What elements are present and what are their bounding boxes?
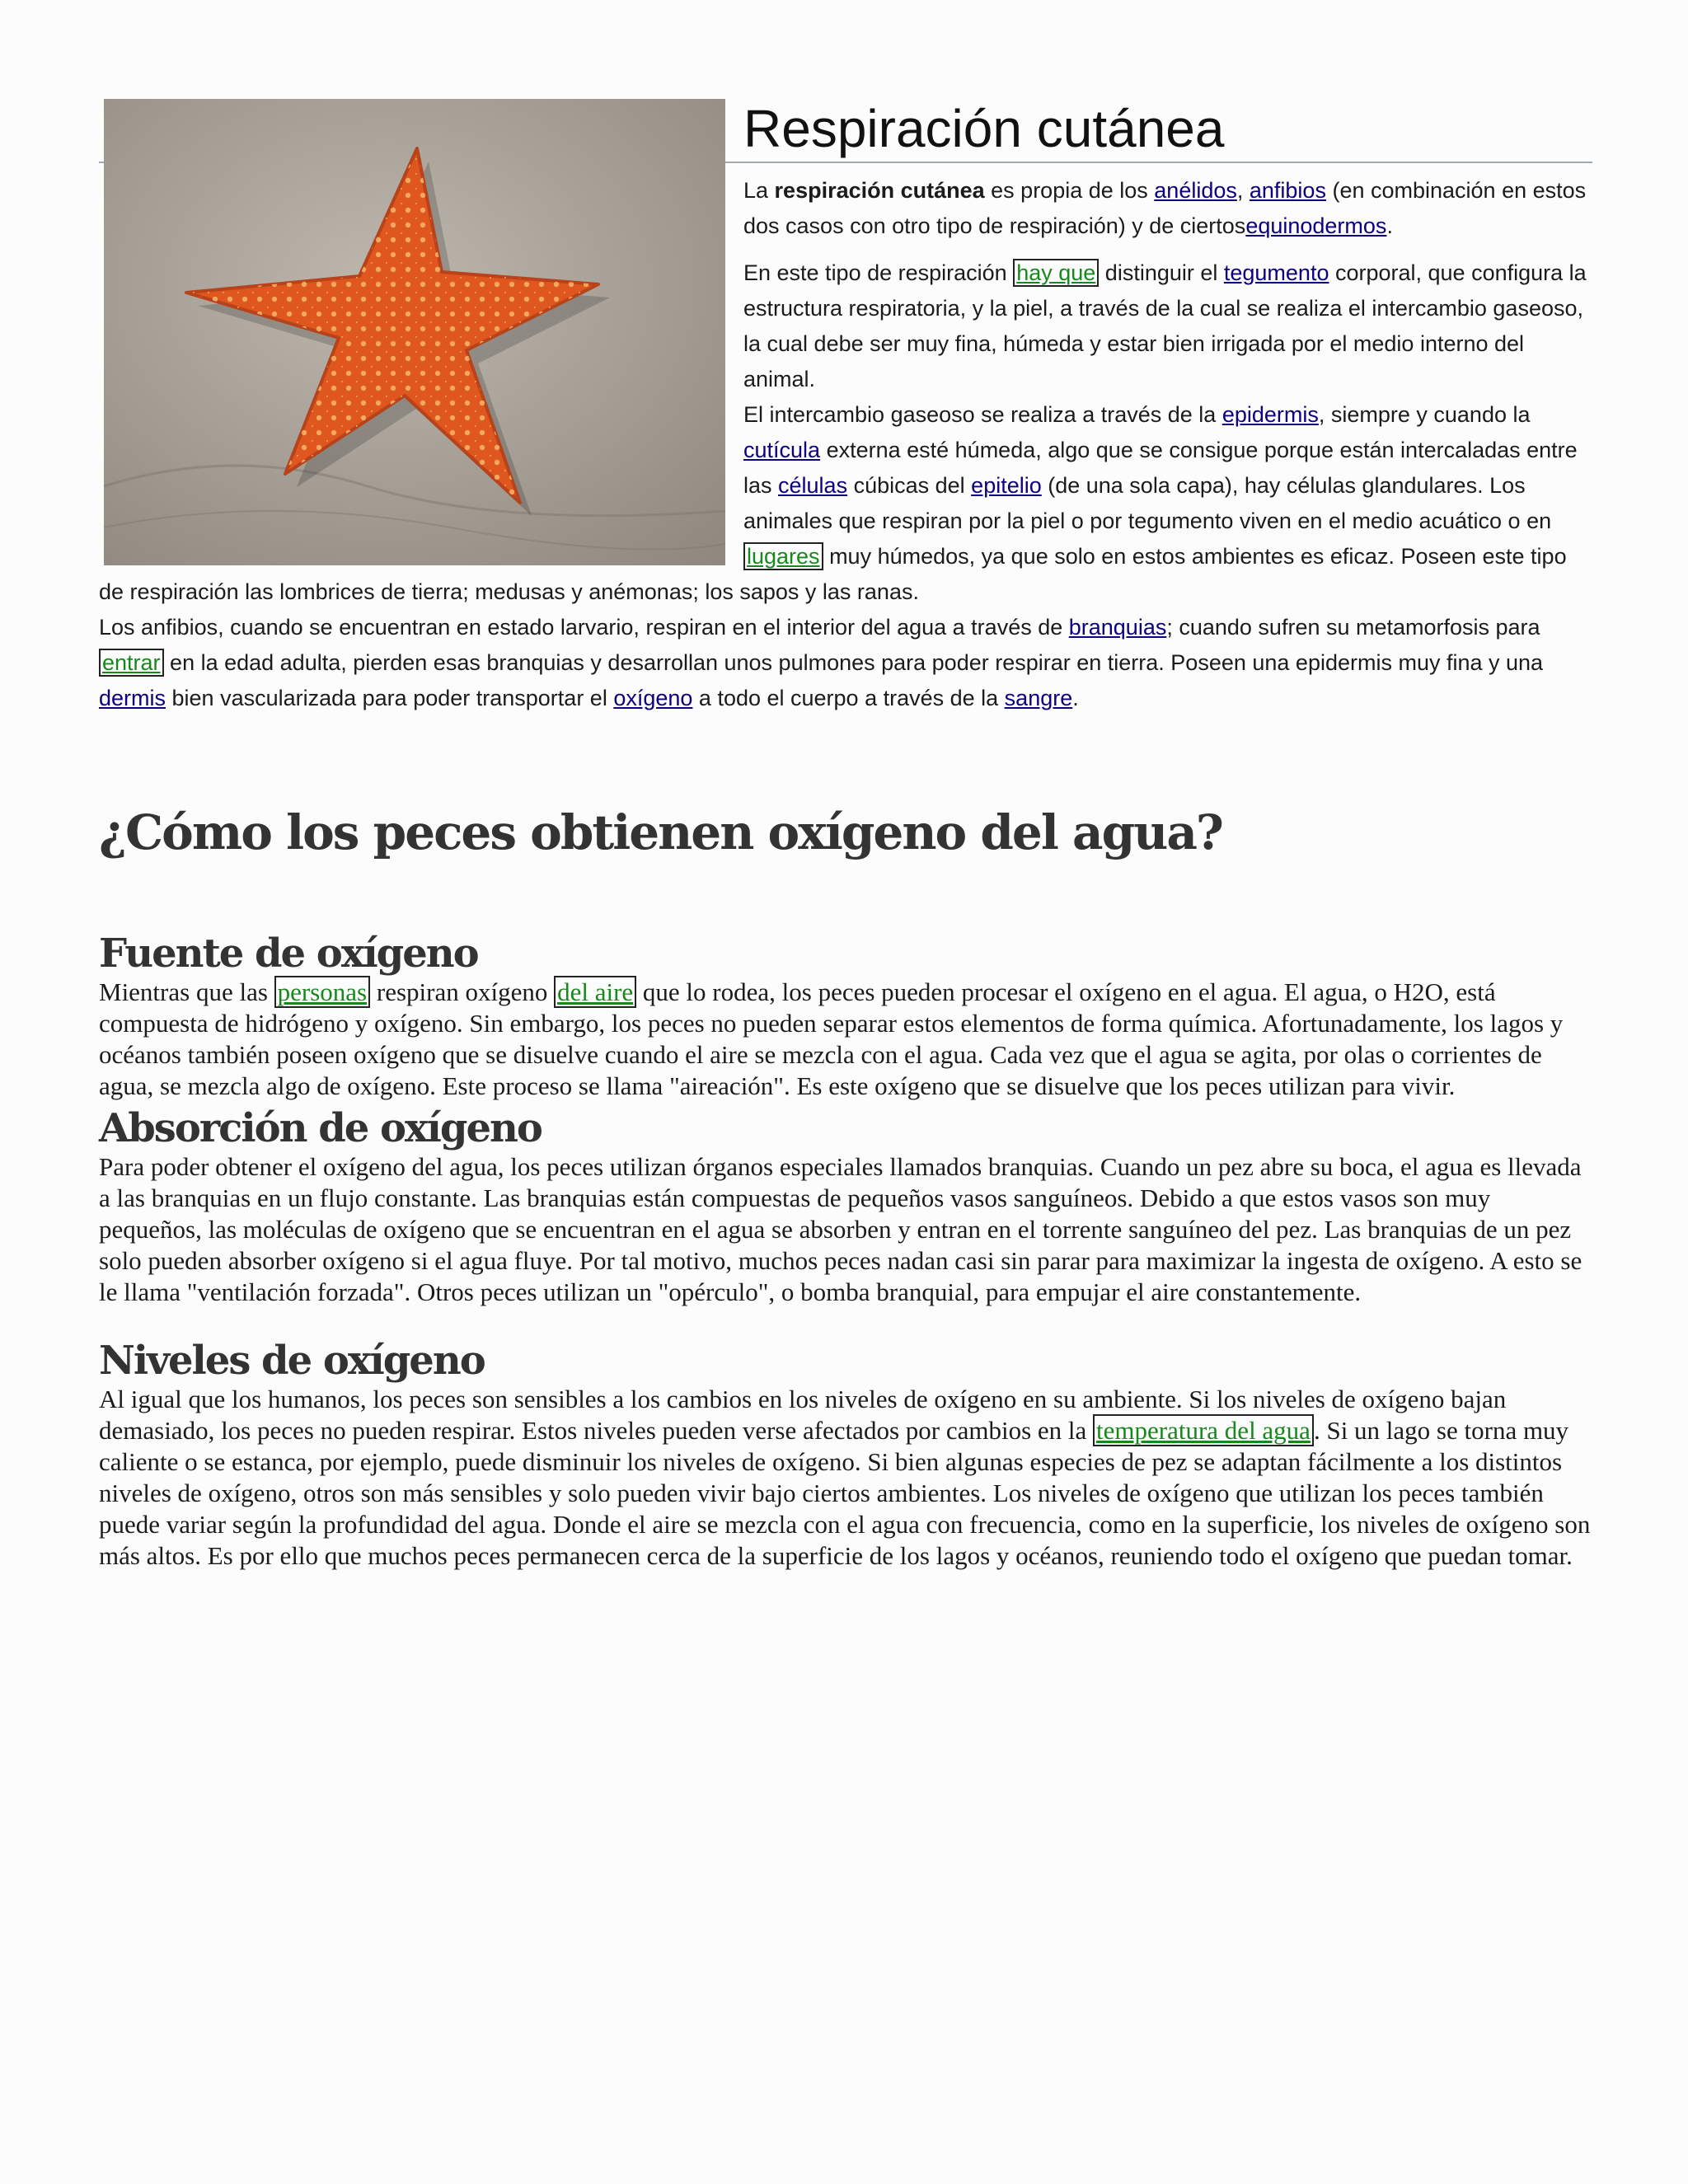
page-title: Respiración cutánea [99, 97, 1592, 163]
text: Mientras que las [99, 977, 274, 1006]
link-tegumento[interactable]: tegumento [1223, 260, 1329, 285]
link-del-aire[interactable]: del aire [554, 976, 636, 1008]
text: bien vascularizada para poder transportar el [166, 686, 614, 710]
section-heading-absorcion: Absorción de oxígeno [99, 1105, 542, 1151]
section-text-fuente [99, 977, 1592, 1102]
section-text-absorcion: Para poder obtener el oxígeno del agua, los peces utilizan órganos especiales llamados branquias. Cuando un pez abre su boca, el agua es llevada a las branquias en un flujo constante. Las branquias están compuestas de pequeños vasos sanguíneos. Debido a que estos vasos son muy pequeños, las moléculas de oxígeno que se encuentran en el agua se absorben y entran en el torrente sanguíneo del pez. Las branquias de un pez solo pueden absorber oxígeno si el agua fluye. Por tal motivo, muchos peces nadan casi sin parar para maximizar la ingesta de oxígeno. A esto se le llama "ventilación forzada". Otros peces utilizan un "opérculo", o bomba branquial, para empujar el aire constantemente. [99, 1152, 1582, 1306]
text: (de una sola capa), hay células glandulares. Los animales que respiran por la piel o por tegumento viven en el medio acuático o en [743, 473, 1552, 533]
link-cuticula[interactable]: cutícula [743, 438, 821, 462]
link-celulas[interactable]: células [778, 473, 848, 498]
link-equinodermos[interactable]: equinodermos [1245, 213, 1387, 238]
text: La [743, 178, 775, 203]
link-epitelio[interactable]: epitelio [971, 473, 1042, 498]
section-heading-fuente: Fuente de oxígeno [99, 930, 478, 977]
bold-term: respiración cutánea [774, 178, 985, 203]
link-anfibios[interactable]: anfibios [1249, 178, 1326, 203]
link-epidermis[interactable]: epidermis [1221, 402, 1319, 427]
link-temperatura-del-agua[interactable]: temperatura del agua [1093, 1414, 1314, 1446]
text: Al igual que los humanos, los peces son sensibles a los cambios en los niveles de oxígeno en su ambiente. Si los niveles de oxígeno bajan demasiado, los peces no pueden respirar. Estos niveles pueden verse afectados por cambios en la [99, 1385, 1507, 1445]
text: cúbicas del [847, 473, 972, 498]
link-anelidos[interactable]: anélidos [1154, 178, 1237, 203]
starfish-photo [104, 99, 725, 565]
text: . [1072, 686, 1079, 710]
text: (en combinación en estos dos casos con otro tipo de respiración) y de ciertos [743, 178, 1587, 238]
text: , [1236, 178, 1250, 203]
link-hay-que[interactable]: hay que [1013, 259, 1099, 287]
section-text-niveles [99, 1384, 1592, 1572]
fish-oxygen-article [99, 804, 1592, 1572]
text: respiran oxígeno [370, 977, 555, 1006]
link-branquias[interactable]: branquias [1068, 615, 1167, 640]
wiki-article [99, 97, 1592, 716]
link-entrar[interactable]: entrar [99, 649, 164, 677]
text: ; cuando sufren su metamorfosis para [1166, 615, 1540, 640]
text: en la edad adulta, pierden esas branquias y desarrollan unos pulmones para poder respirar en tierra. Poseen una epidermis muy fina y una [163, 650, 1544, 675]
text: Los anfibios, cuando se encuentran en estado larvario, respiran en el interior del agua a través de [99, 615, 1069, 640]
link-lugares[interactable]: lugares [743, 542, 823, 570]
link-sangre[interactable]: sangre [1004, 686, 1073, 710]
starfish-image [104, 99, 725, 565]
text: externa esté húmeda, algo que se consigue porque están intercaladas entre las [743, 438, 1578, 498]
link-dermis[interactable]: dermis [99, 686, 166, 710]
text: distinguir el [1099, 260, 1224, 285]
text: a todo el cuerpo a través de la [692, 686, 1005, 710]
text: En este tipo de respiración [743, 260, 1014, 285]
text: . [1386, 213, 1393, 238]
link-oxigeno[interactable]: oxígeno [613, 686, 693, 710]
text: es propia de los [984, 178, 1155, 203]
text: . Si un lago se torna muy caliente o se estanca, por ejemplo, puede disminuir los niveles de oxígeno. Si bien algunas especies de pez se adaptan fácilmente a los distintos niveles de oxígeno, otros son más sensibles y solo pueden vivir bajo ciertos ambientes. Los niveles de oxígeno que utilizan los peces también puede variar según la profundidad del agua. Donde el aire se mezcla con el agua con frecuencia, como en la superficie, los niveles de oxígeno son más altos. Es por ello que muchos peces permanecen cerca de la superficie de los lagos y océanos, reuniendo todo el oxígeno que puedan tomar. [99, 1416, 1591, 1570]
text: corporal, que configura la estructura respiratoria, y la piel, a través de la cual se realiza el intercambio gaseoso, la cual debe ser muy fina, húmeda y estar bien irrigada por el medio interno del animal. [743, 260, 1587, 391]
section-heading-niveles: Niveles de oxígeno [99, 1338, 485, 1384]
text: , siempre y cuando la [1318, 402, 1531, 427]
paragraph-anfibios [99, 610, 1592, 716]
link-personas[interactable]: personas [274, 976, 370, 1008]
text: muy húmedos, ya que solo en estos ambientes es eficaz. Poseen este tipo de respiración las lombrices de tierra; medusas y anémonas; los sapos y las ranas. [99, 544, 1567, 604]
text: El intercambio gaseoso se realiza a través de la [743, 402, 1222, 427]
article-heading: ¿Cómo los peces obtienen oxígeno del agua? [99, 804, 1222, 860]
text: que lo rodea, los peces pueden procesar el oxígeno en el agua. El agua, o H2O, está compuesta de hidrógeno y oxígeno. Sin embargo, los peces no pueden separar estos elementos de forma química. Afortunadamente, los lagos y océanos también poseen oxígeno que se disuelve cuando el aire se mezcla con el agua. Cada vez que el agua se agita, por olas o corrientes de agua, se mezcla algo de oxígeno. Este proceso se llama "aireación". Es este oxígeno que se disuelve que los peces utilizan para vivir. [99, 977, 1564, 1100]
